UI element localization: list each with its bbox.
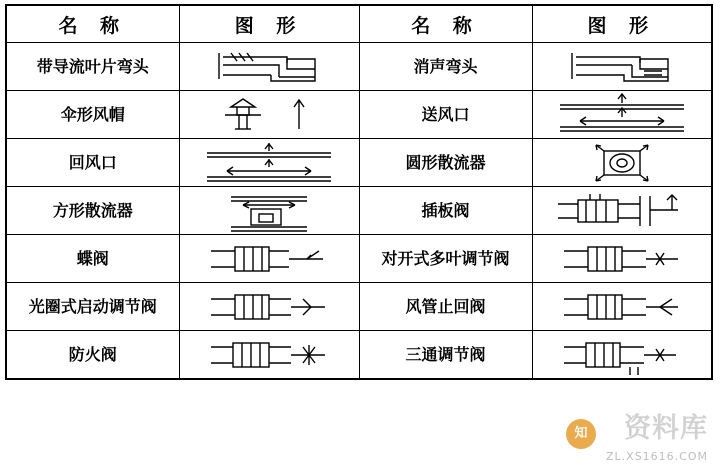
symbol-name-cell: 防火阀 bbox=[6, 331, 179, 380]
symbol-figure-cell bbox=[179, 283, 359, 331]
symbol-name-cell: 圆形散流器 bbox=[359, 139, 532, 187]
round-diffuser-icon bbox=[533, 139, 712, 186]
symbol-figure-cell bbox=[179, 331, 359, 380]
elbow-with-guide-vanes-icon bbox=[180, 43, 359, 90]
table-row bbox=[6, 139, 712, 187]
table-row bbox=[6, 283, 712, 331]
symbol-name-cell: 对开式多叶调节阀 bbox=[359, 235, 532, 283]
symbol-name-cell: 送风口 bbox=[359, 91, 532, 139]
table-row bbox=[6, 91, 712, 139]
watermark-badge: 知 bbox=[566, 419, 596, 449]
opposed-blade-damper-icon bbox=[533, 235, 712, 282]
three-way-control-valve-icon bbox=[533, 331, 712, 378]
symbol-name-cell: 回风口 bbox=[6, 139, 179, 187]
symbol-name-cell: 消声弯头 bbox=[359, 43, 532, 91]
header-cell-name-right: 名 称 bbox=[359, 5, 532, 43]
symbol-figure-cell bbox=[532, 187, 712, 235]
symbol-figure-cell bbox=[532, 283, 712, 331]
header-cell-figure-right: 图 形 bbox=[532, 5, 712, 43]
iris-type-start-control-valve-icon bbox=[180, 283, 359, 330]
symbol-figure-cell bbox=[179, 43, 359, 91]
table-row bbox=[6, 43, 712, 91]
symbol-figure-cell bbox=[532, 91, 712, 139]
hvac-symbol-table bbox=[5, 4, 713, 380]
symbol-name-cell: 蝶阀 bbox=[6, 235, 179, 283]
symbol-figure-cell bbox=[179, 187, 359, 235]
square-diffuser-icon bbox=[180, 187, 359, 234]
fire-damper-icon bbox=[180, 331, 359, 378]
butterfly-valve-icon bbox=[180, 235, 359, 282]
symbol-name-cell: 伞形风帽 bbox=[6, 91, 179, 139]
supply-air-outlet-icon bbox=[533, 91, 712, 138]
watermark bbox=[504, 413, 714, 465]
umbrella-type-hood-icon bbox=[180, 91, 359, 138]
symbol-figure-cell bbox=[179, 235, 359, 283]
symbol-figure-cell bbox=[532, 43, 712, 91]
duct-check-valve-icon bbox=[533, 283, 712, 330]
header-cell-figure-left: 图 形 bbox=[179, 5, 359, 43]
symbol-name-cell: 风管止回阀 bbox=[359, 283, 532, 331]
table-row bbox=[6, 331, 712, 380]
slide-gate-valve-icon bbox=[533, 187, 712, 234]
watermark-main-text: 资料库 bbox=[624, 413, 708, 444]
symbol-name-cell: 带导流叶片弯头 bbox=[6, 43, 179, 91]
symbol-name-cell: 三通调节阀 bbox=[359, 331, 532, 380]
table-row bbox=[6, 187, 712, 235]
table-header-row bbox=[6, 5, 712, 43]
symbol-figure-cell bbox=[532, 139, 712, 187]
symbol-name-cell: 方形散流器 bbox=[6, 187, 179, 235]
silencer-elbow-icon bbox=[533, 43, 712, 90]
symbol-figure-cell bbox=[179, 139, 359, 187]
return-air-inlet-icon bbox=[180, 139, 359, 186]
table-row bbox=[6, 235, 712, 283]
watermark-sub-text: ZL.XS1616.COM bbox=[606, 450, 708, 463]
symbol-figure-cell bbox=[532, 331, 712, 380]
symbol-figure-cell bbox=[532, 235, 712, 283]
symbol-name-cell: 光圈式启动调节阀 bbox=[6, 283, 179, 331]
header-cell-name-left: 名 称 bbox=[6, 5, 179, 43]
symbol-figure-cell bbox=[179, 91, 359, 139]
symbol-name-cell: 插板阀 bbox=[359, 187, 532, 235]
